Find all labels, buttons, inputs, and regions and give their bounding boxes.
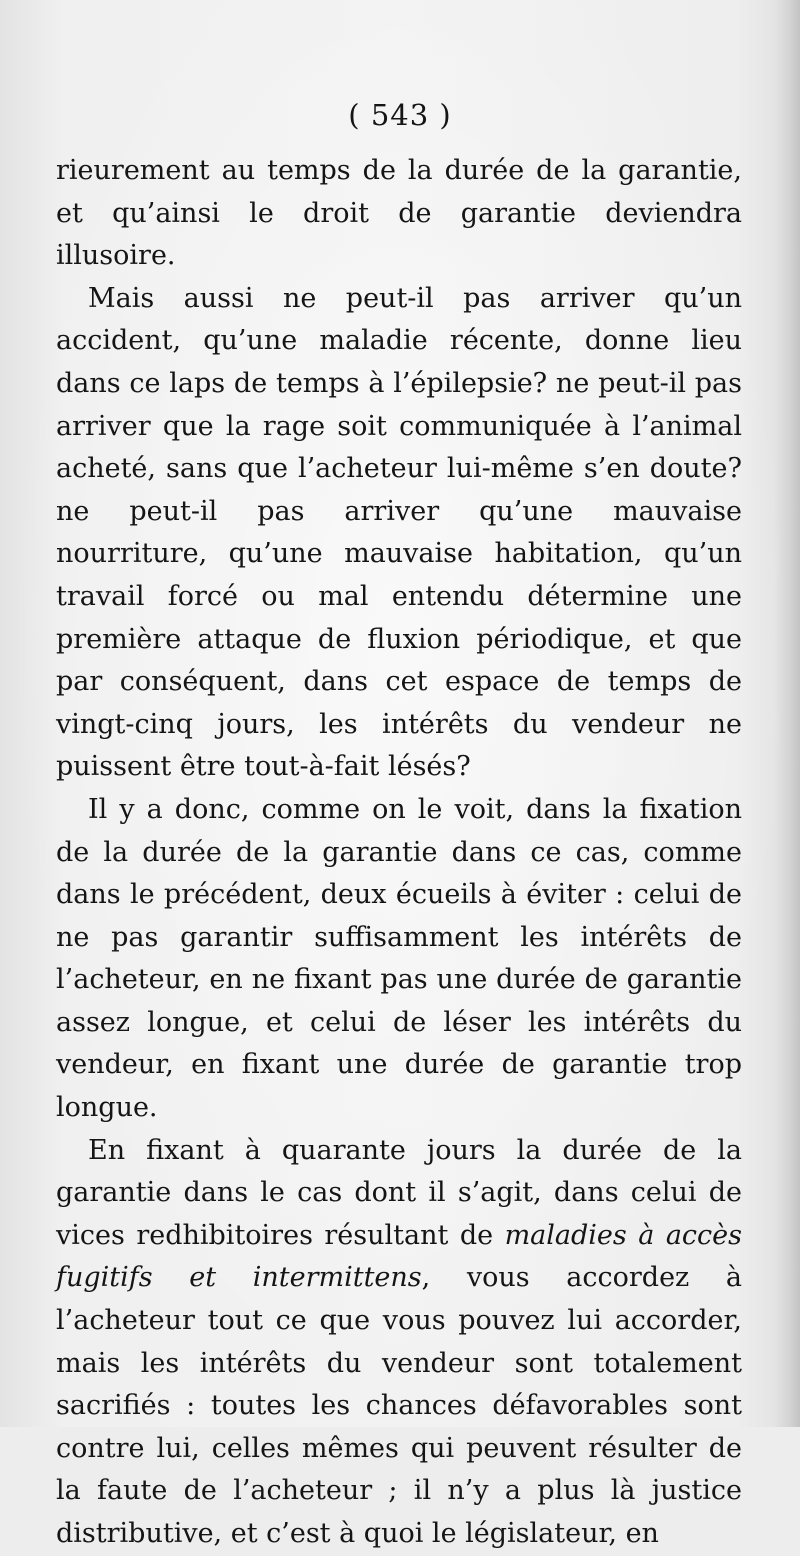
paragraph-accident: Mais aussi ne peut-il pas arriver qu’un accident, qu’une maladie récente, donne lieu dans ce laps de temps à l’épilepsie? ne peut-il pas arriver que la rage soit communiquée à l’animal acheté, sans que l’acheteur lui-même s’en doute? ne peut-il pas arriver qu’une mauvaise nourriture, qu’une mauvaise habitation, qu’un travail forcé ou mal entendu détermine une première attaque de fluxion périodique, et que par conséquent, dans cet espace de temps de vingt-cinq jours, les intérêts du vendeur ne puissent être tout-à-fait lésés? (56, 282, 742, 783)
paragraph-continuation: rieurement au temps de la durée de la garantie, et qu’ainsi le droit de garantie deviendra illusoire. (56, 155, 742, 272)
paragraph-ecueils: Il y a donc, comme on le voit, dans la fixation de la durée de la garantie dans ce cas, comme dans le précédent, deux écueils à éviter : celui de ne pas garantir suffisamment les intérêts de l’acheteur, en ne fixant pas une durée de garantie assez longue, et celui de léser les intérêts du vendeur, en fixant une durée de garantie trop longue. (56, 793, 742, 1124)
paragraph-text-end: , vous accordez à l’acheteur tout ce que vous pouvez lui accorder, mais les intérêts du vendeur sont totalement sacrifiés : toutes les chances défavorables sont contre lui, celles mêmes qui peuvent résulter de la faute de l’acheteur ; il n’y a plus là justice distributive, et c’est à quoi le législateur, en (56, 1262, 743, 1549)
italic-phrase: maladies à accès fugitifs et intermittens (56, 1219, 742, 1294)
paragraph-text-start: En fixant à quarante jours la durée de la garantie dans le cas dont il s’agit, dans celui de vices redhibitoires résultant de (56, 1134, 742, 1251)
page-edge-shadow (774, 0, 800, 1427)
body-text (56, 150, 742, 1556)
paragraph-quarante-jours (56, 1130, 742, 1556)
page-number: ( 543 ) (348, 98, 452, 132)
